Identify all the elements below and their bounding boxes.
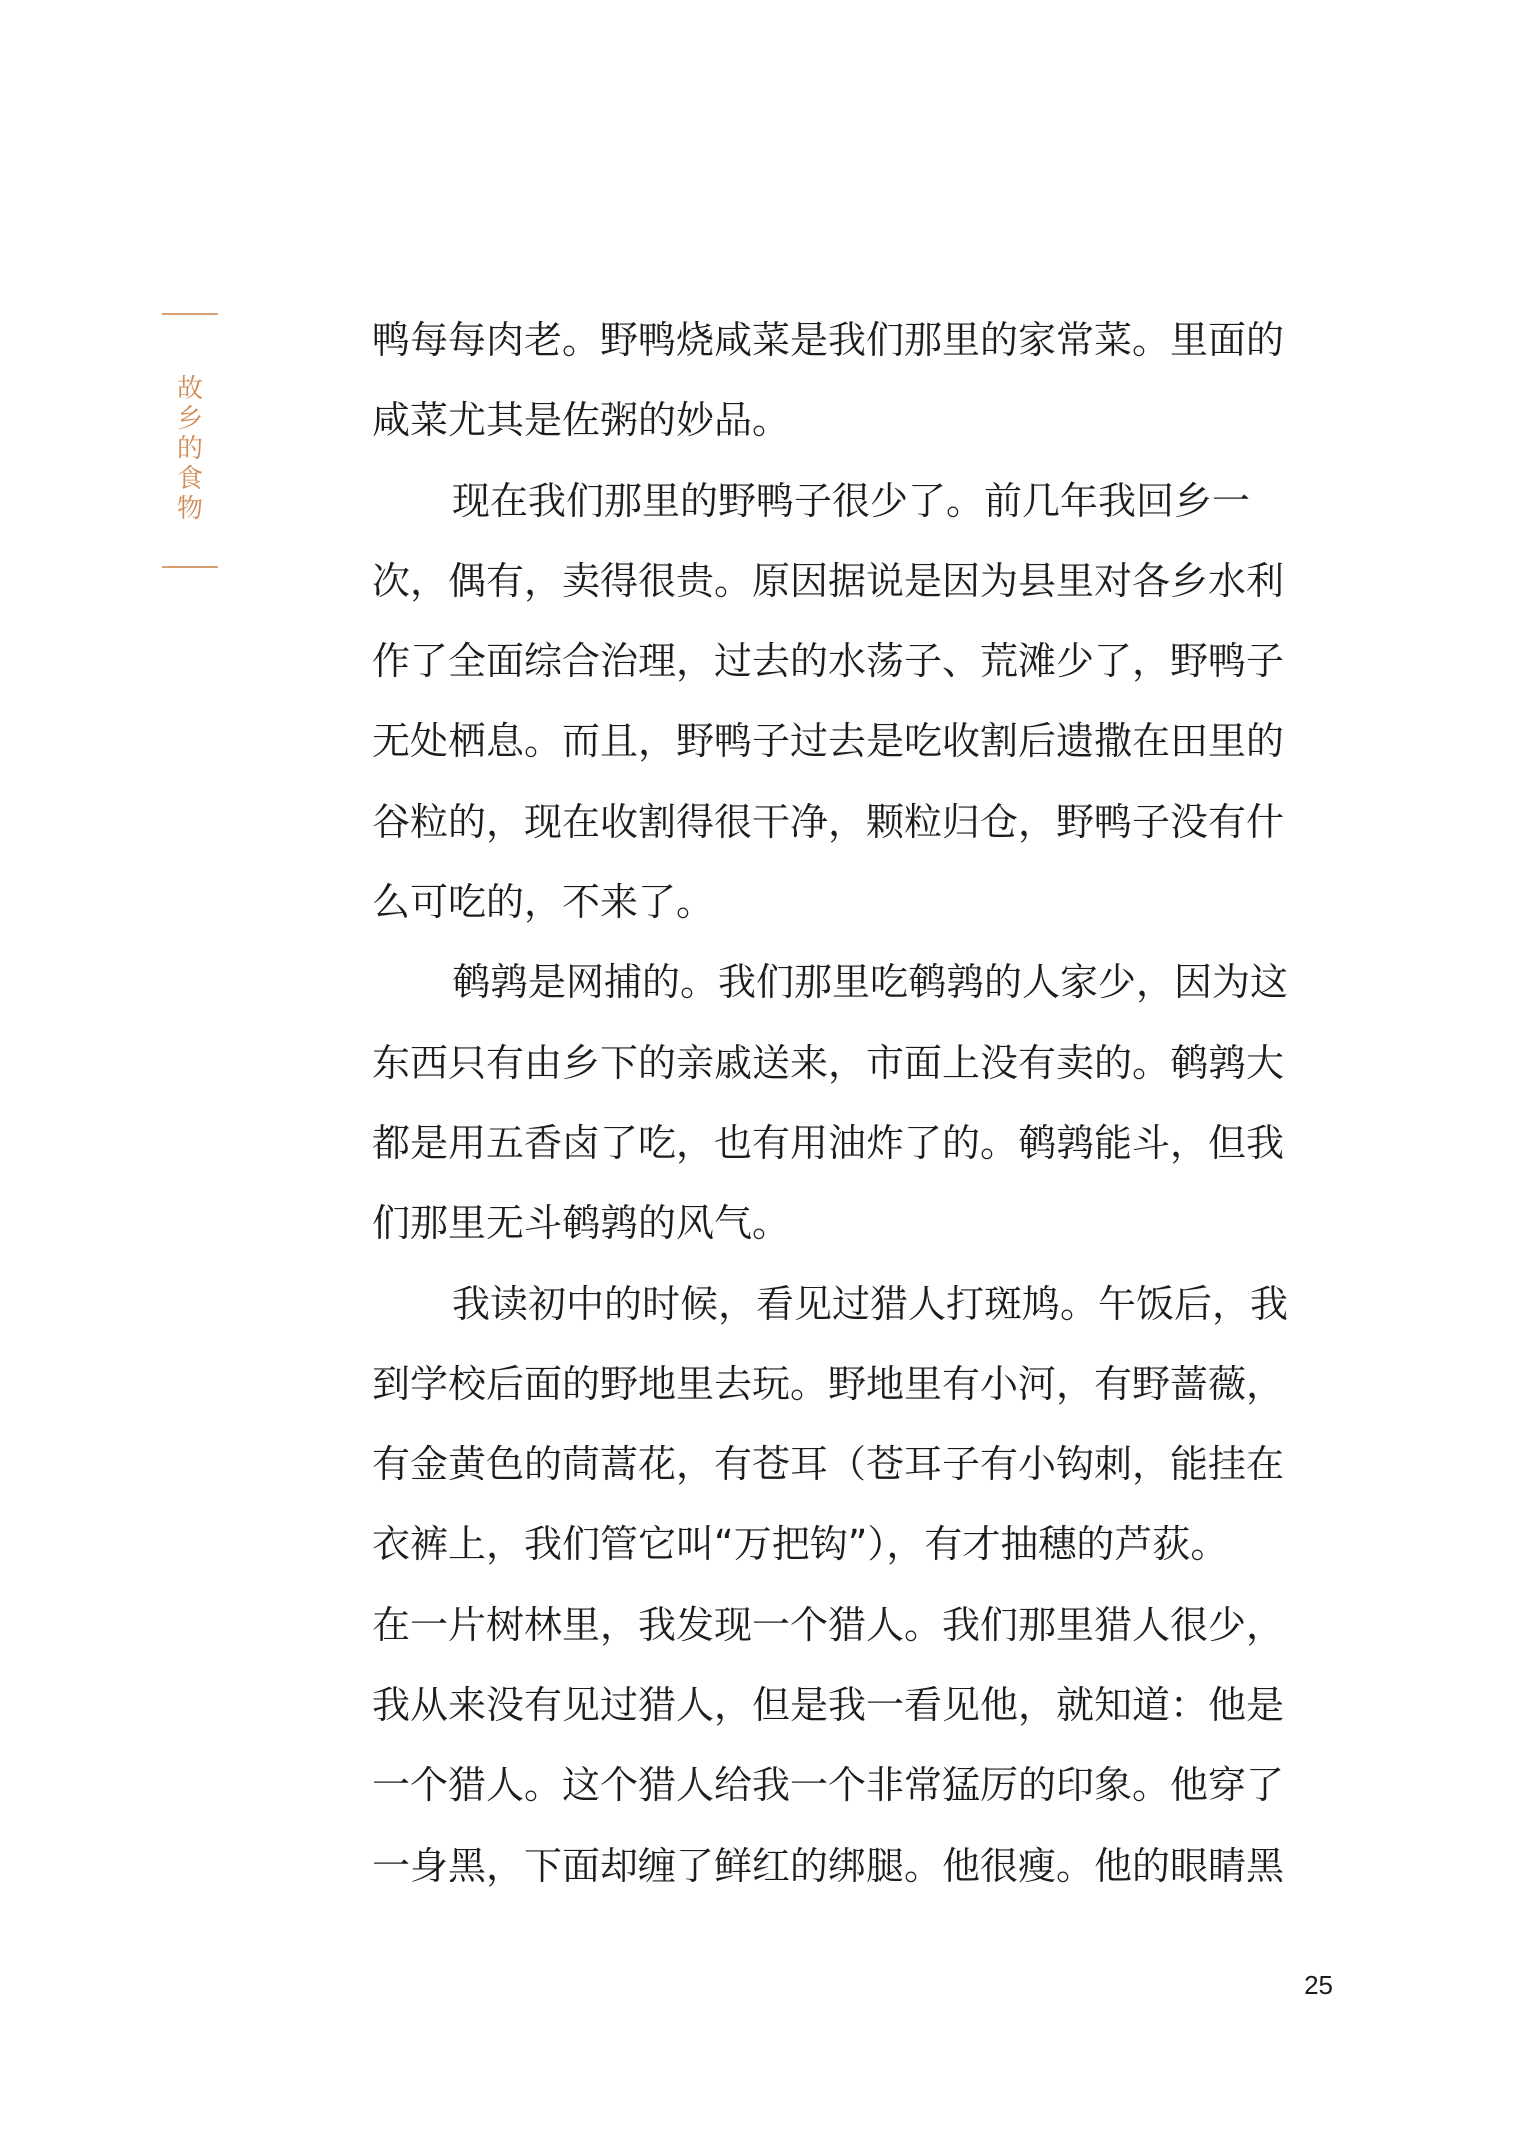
text-line: 次，偶有，卖得很贵。原因据说是因为县里对各乡水利 — [372, 558, 1285, 603]
text-line: 么可吃的，不来了。 — [372, 880, 715, 925]
text-line: 谷粒的，现在收割得很干净，颗粒归仓，野鸭子没有什 — [372, 799, 1285, 844]
chapter-title-char: 物 — [176, 494, 203, 524]
text-line: 在一片树林里，我发现一个猎人。我们那里猎人很少， — [372, 1602, 1285, 1647]
text-line: 们那里无斗鹌鹑的风气。 — [372, 1201, 791, 1246]
text-line: 都是用五香卤了吃，也有用油炸了的。鹌鹑能斗，但我 — [372, 1120, 1285, 1165]
text-line: 作了全面综合治理，过去的水荡子、荒滩少了，野鸭子 — [372, 639, 1285, 684]
chapter-title-char: 故 — [176, 374, 203, 404]
text-line: 我读初中的时候，看见过猎人打斑鸠。午饭后，我 — [452, 1281, 1289, 1326]
text-line: 现在我们那里的野鸭子很少了。前几年我回乡一 — [452, 478, 1251, 523]
sidebar-rule-top — [162, 313, 218, 315]
text-line: 东西只有由乡下的亲戚送来，市面上没有卖的。鹌鹑大 — [372, 1040, 1285, 1085]
text-line: 鹌鹑是网捕的。我们那里吃鹌鹑的人家少，因为这 — [452, 960, 1289, 1005]
chapter-title-char: 乡 — [176, 404, 203, 434]
body-text — [372, 300, 1332, 1906]
text-line: 我从来没有见过猎人，但是我一看见他，就知道：他是 — [372, 1683, 1285, 1728]
text-line: 到学校后面的野地里去玩。野地里有小河，有野蔷薇， — [372, 1361, 1285, 1406]
text-line: 咸菜尤其是佐粥的妙品。 — [372, 398, 791, 443]
text-line: 一身黑，下面却缠了鲜红的绑腿。他很瘦。他的眼睛黑 — [372, 1843, 1285, 1888]
sidebar-rule-bottom — [162, 566, 218, 568]
text-line: 衣裤上，我们管它叫“万把钩”），有才抽穗的芦荻。 — [372, 1522, 1229, 1567]
chapter-title-vertical — [172, 374, 208, 524]
page-number: 25 — [1304, 1970, 1333, 2000]
chapter-title-char: 的 — [176, 434, 203, 464]
text-line: 鸭每每肉老。野鸭烧咸菜是我们那里的家常菜。里面的 — [372, 318, 1285, 362]
text-line: 一个猎人。这个猎人给我一个非常猛厉的印象。他穿了 — [372, 1763, 1285, 1808]
text-line: 有金黄色的茼蒿花，有苍耳（苍耳子有小钩刺，能挂在 — [372, 1442, 1285, 1487]
text-line: 无处栖息。而且，野鸭子过去是吃收割后遗撒在田里的 — [372, 719, 1285, 764]
chapter-title-char: 食 — [176, 464, 203, 494]
